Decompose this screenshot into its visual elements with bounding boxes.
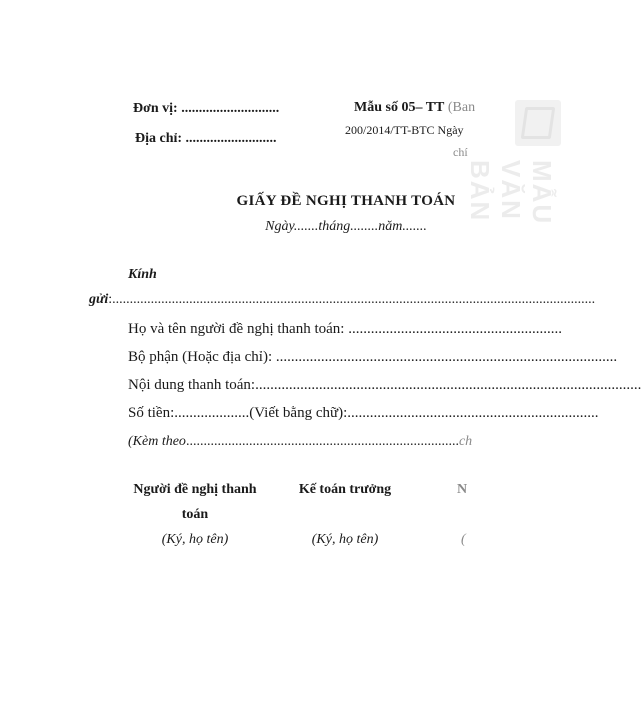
mau-so-label: Mẫu số 05– TT xyxy=(354,100,445,115)
document-title: GIẤY ĐỀ NGHỊ THANH TOÁN xyxy=(236,193,456,209)
sig3-title: N xyxy=(457,482,468,497)
sig3-subtitle: ( xyxy=(461,532,466,547)
sig2-subtitle: (Ký, họ tên) xyxy=(311,532,379,547)
dia-chi-line: Địa chỉ: .......................... xyxy=(135,131,277,146)
mau-so-line xyxy=(354,100,475,116)
kem-theo-text: (Kèm theo xyxy=(128,434,186,449)
field-noi-dung: Nội dung thanh toán:....................................................................................................... xyxy=(128,377,641,393)
thong-tu-line: 200/2014/TT-BTC Ngày xyxy=(345,123,464,137)
kinh-gui-label-1: Kính xyxy=(128,267,157,282)
sig2-title: Kế toán trưởng xyxy=(298,482,392,497)
field-so-tien: Số tiền:....................(Viết bằng chữ):................................................................... xyxy=(128,405,599,421)
sig1-title-line1: Người đề nghị thanh xyxy=(133,482,257,497)
field-ho-ten: Họ và tên người đề nghị thanh toán: ......................................................... xyxy=(128,321,562,337)
kem-theo-tail: ch xyxy=(458,434,473,449)
mau-van-ban-logo-icon xyxy=(515,100,561,146)
field-bo-phan: Bộ phận (Hoặc địa chỉ): ........................................................................................... xyxy=(128,349,618,365)
kinh-gui-dots: :.......................................................................................................................................... xyxy=(108,292,596,307)
sig1-subtitle: (Ký, họ tên) xyxy=(161,532,229,547)
sig1-title-line2: toán xyxy=(181,507,209,522)
don-vi-line: Đơn vị: ............................ xyxy=(133,101,280,116)
watermark xyxy=(465,100,567,350)
mau-so-note: (Ban xyxy=(444,100,476,115)
date-line: Ngày.......tháng........năm....... xyxy=(265,219,427,234)
kinh-gui-label-2: gửi xyxy=(89,292,109,307)
kem-theo-dots: .............................................................................. xyxy=(185,434,459,449)
kem-theo-line xyxy=(128,434,472,450)
thong-tu-line3: chí xyxy=(453,145,468,159)
watermark-text: MẪU VĂN BẢN xyxy=(465,160,557,226)
